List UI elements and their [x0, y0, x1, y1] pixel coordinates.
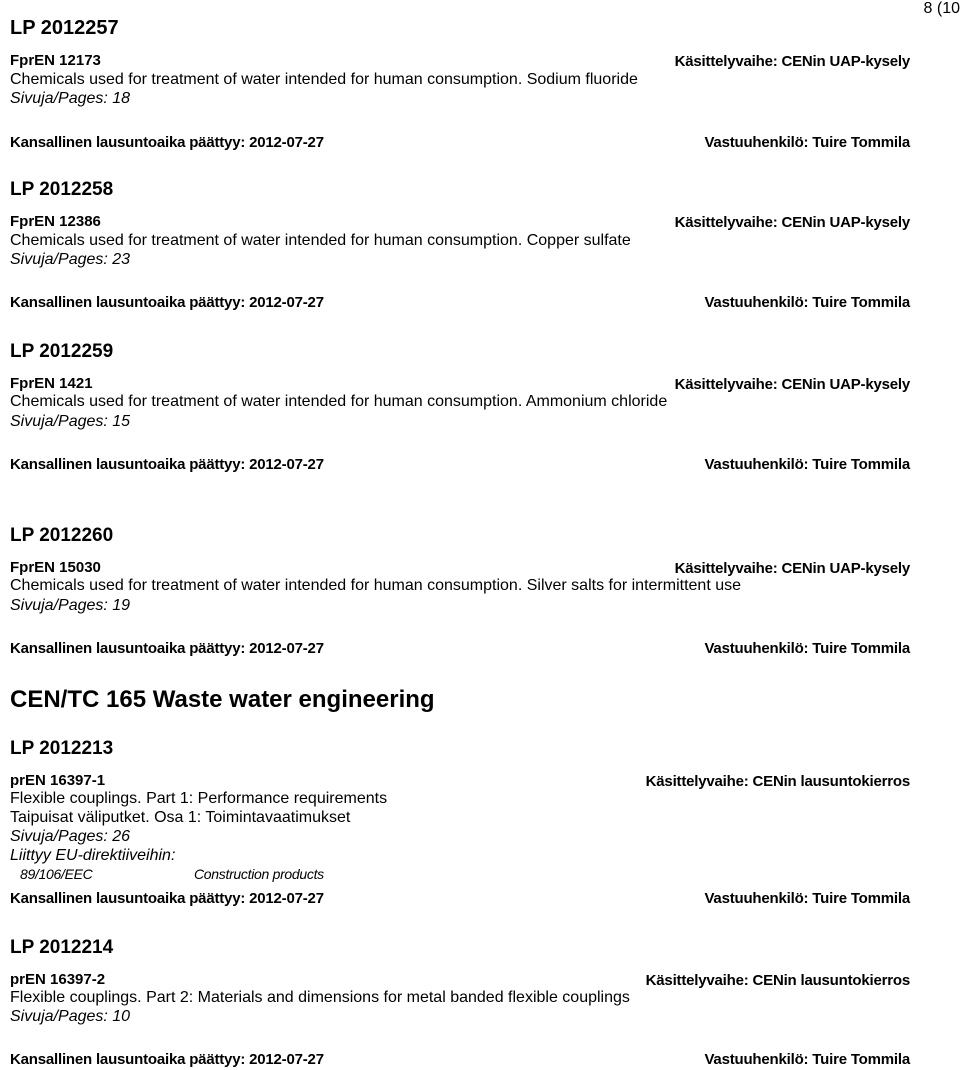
contact-label: Vastuuhenkilö: Tuire Tommila — [704, 640, 910, 657]
status-label: Käsittelyvaihe: CENin UAP-kysely — [674, 560, 910, 577]
standard-title: Flexible couplings. Part 2: Materials and dimensions for metal banded flexible couplings — [10, 989, 630, 1006]
status-label: Käsittelyvaihe: CENin UAP-kysely — [674, 376, 910, 393]
pages-count: Sivuja/Pages: 19 — [10, 597, 131, 614]
status-label: Käsittelyvaihe: CENin UAP-kysely — [674, 53, 910, 70]
contact-label: Vastuuhenkilö: Tuire Tommila — [704, 456, 910, 473]
directive-code: 89/106/EEC — [20, 866, 93, 882]
lp-number: LP 2012258 — [10, 179, 114, 200]
pages-count: Sivuja/Pages: 15 — [10, 413, 131, 430]
pages-count: Sivuja/Pages: 18 — [10, 90, 131, 107]
deadline-label: Kansallinen lausuntoaika päättyy: 2012-07-27 — [10, 134, 324, 151]
standard-code: FprEN 12173 — [10, 52, 101, 69]
lp-number: LP 2012214 — [10, 937, 114, 958]
page-number: 8 (10 — [923, 0, 960, 17]
deadline-label: Kansallinen lausuntoaika päättyy: 2012-07-27 — [10, 890, 324, 907]
pages-count: Sivuja/Pages: 23 — [10, 251, 131, 268]
deadline-label: Kansallinen lausuntoaika päättyy: 2012-07-27 — [10, 1051, 324, 1068]
standard-code: prEN 16397-2 — [10, 971, 106, 988]
status-label: Käsittelyvaihe: CENin lausuntokierros — [645, 972, 910, 989]
standard-title-finnish: Taipuisat väliputket. Osa 1: Toimintavaatimukset — [10, 809, 351, 826]
standard-title: Chemicals used for treatment of water intended for human consumption. Silver salts for intermittent use — [10, 577, 742, 594]
contact-label: Vastuuhenkilö: Tuire Tommila — [704, 890, 910, 907]
status-label: Käsittelyvaihe: CENin UAP-kysely — [674, 214, 910, 231]
section-heading: CEN/TC 165 Waste water engineering — [10, 686, 435, 713]
lp-number: LP 2012260 — [10, 525, 114, 546]
standard-title: Chemicals used for treatment of water intended for human consumption. Copper sulfate — [10, 232, 631, 249]
standard-code: prEN 16397-1 — [10, 772, 106, 789]
status-label: Käsittelyvaihe: CENin lausuntokierros — [645, 773, 910, 790]
standard-title: Chemicals used for treatment of water intended for human consumption. Ammonium chloride — [10, 393, 668, 410]
standard-title: Flexible couplings. Part 1: Performance requirements — [10, 790, 388, 807]
directive-label: Liittyy EU-direktiiveihin: — [10, 847, 176, 864]
standard-code: FprEN 12386 — [10, 213, 101, 230]
standard-title: Chemicals used for treatment of water intended for human consumption. Sodium fluoride — [10, 71, 638, 88]
deadline-label: Kansallinen lausuntoaika päättyy: 2012-07-27 — [10, 294, 324, 311]
pages-count: Sivuja/Pages: 26 — [10, 828, 131, 845]
contact-label: Vastuuhenkilö: Tuire Tommila — [704, 1051, 910, 1068]
pages-count: Sivuja/Pages: 10 — [10, 1008, 131, 1025]
deadline-label: Kansallinen lausuntoaika päättyy: 2012-07-27 — [10, 640, 324, 657]
deadline-label: Kansallinen lausuntoaika päättyy: 2012-07-27 — [10, 456, 324, 473]
document-id: LP 2012257 — [10, 17, 119, 39]
standard-code: FprEN 1421 — [10, 375, 93, 392]
standard-code: FprEN 15030 — [10, 559, 101, 576]
contact-label: Vastuuhenkilö: Tuire Tommila — [704, 134, 910, 151]
directive-name: Construction products — [194, 866, 324, 882]
lp-number: LP 2012213 — [10, 738, 114, 759]
lp-number: LP 2012259 — [10, 341, 114, 362]
contact-label: Vastuuhenkilö: Tuire Tommila — [704, 294, 910, 311]
